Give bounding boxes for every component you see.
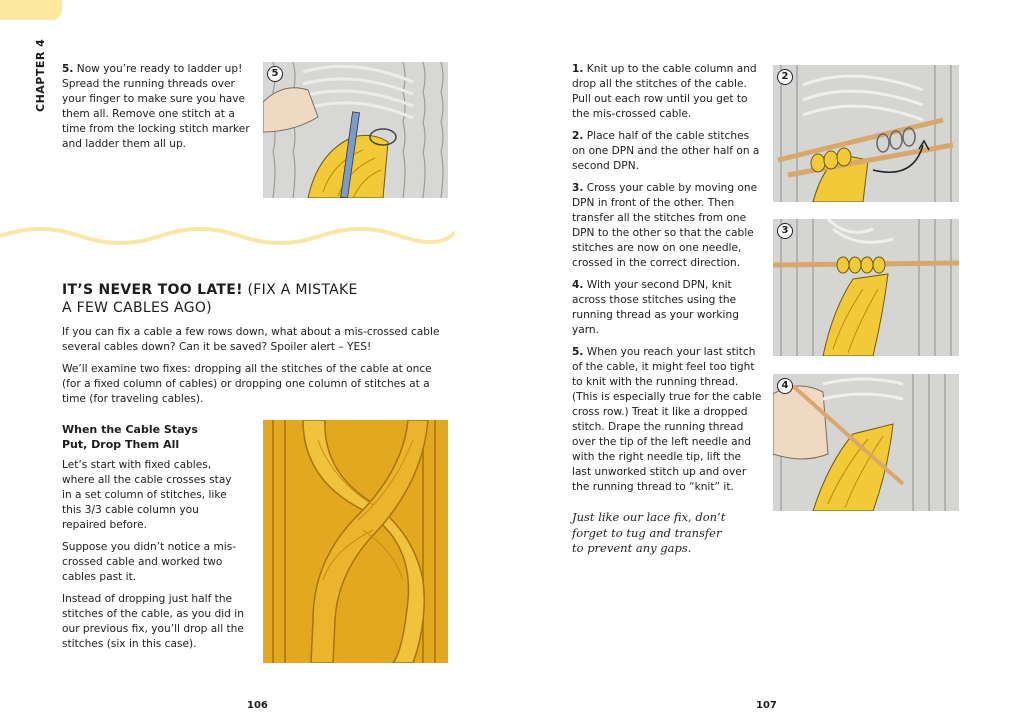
intro-paragraph-1: If you can fix a cable a few rows down, what about a mis-crossed cable several cables down? Can it be saved? Spoiler alert – YES! [62, 326, 440, 353]
right-step-2 [572, 129, 762, 174]
heading-light-2: A FEW CABLES AGO) [62, 300, 212, 316]
body-paragraph-2: Suppose you didn’t notice a mis-crossed cable and worked two cables past it. [62, 541, 237, 583]
body-paragraph-1: Let’s start with fixed cables, where all the cable crosses stay in a set column of stitches, like this 3/3 cable column you repaired before. [62, 459, 232, 531]
right-step-5 [572, 345, 762, 495]
step-number: 3. [572, 182, 584, 194]
illustration-step-4 [773, 374, 959, 511]
step-text: Knit up to the cable column and drop all the stitches of the cable. Pull out each row until you get to the mis-crossed cable. [572, 63, 757, 120]
step-number: 4. [572, 279, 584, 291]
corner-tab [0, 0, 62, 20]
note-line-1: Just like our lace fix, don’t [572, 510, 726, 524]
illustration-step-3 [773, 219, 959, 356]
step-number: 5. [572, 346, 584, 358]
page-number-left: 106 [247, 700, 268, 711]
intro-paragraph-2: We’ll examine two fixes: dropping all the stitches of the cable at once (for a fixed column of cables) or dropping one column of stitches at a time (for traveling cables). [62, 363, 432, 405]
left-step-5 [62, 62, 252, 152]
illustration-step-2 [773, 65, 959, 202]
subheading-line-1: When the Cable Stays [62, 423, 198, 436]
illustration-step-5 [263, 62, 448, 198]
body-paragraph-3: Instead of dropping just half the stitches of the cable, as you did in our previous fix, you’ll drop all the stitches (six in this case). [62, 593, 244, 650]
cable-photo [263, 420, 448, 663]
body-text [62, 458, 244, 659]
section-heading [62, 281, 392, 317]
step-number: 2. [572, 130, 584, 142]
subheading-line-2: Put, Drop Them All [62, 438, 180, 451]
right-steps [572, 62, 762, 502]
step-text: Place half of the cable stitches on one DPN and the other half on a second DPN. [572, 130, 760, 172]
heading-bold: IT’S NEVER TOO LATE! [62, 282, 243, 298]
subheading [62, 422, 247, 452]
handwritten-note [572, 510, 762, 557]
chapter-label-text: CHAPTER 4 [34, 38, 47, 112]
figure-number-badge: 5 [267, 66, 283, 82]
step-number: 1. [572, 63, 584, 75]
heading-light-1: (FIX A MISTAKE [247, 282, 358, 298]
step-text: When you reach your last stitch of the cable, it might feel too tight to knit with the running thread. (This is especially true for the cable cross row.) Treat it like a dropped stitch. Drape the running thread over the tip of the left needle and with the right needle tip, lift the last unworked stitch up and over the running thread to “knit” it. [572, 346, 762, 493]
figure-number-badge: 4 [777, 378, 793, 394]
step-text: With your second DPN, knit across those stitches using the running thread as your working yarn. [572, 279, 739, 336]
step-text: Cross your cable by moving one DPN in front of the other. Then transfer all the stitches from one DPN to the other so that the cable stitches are now on one needle, crossed in the correct direction. [572, 182, 758, 269]
step-text: Now you’re ready to ladder up! Spread the running threads over your finger to make sure you have them all. Remove one stitch at a time from the locking stitch marker and ladder them all up. [62, 63, 250, 150]
right-step-1 [572, 62, 762, 122]
wave-divider [0, 212, 455, 256]
right-step-3 [572, 181, 762, 271]
figure-number-badge: 2 [777, 69, 793, 85]
right-step-4 [572, 278, 762, 338]
intro-text [62, 325, 447, 414]
page-number-right: 107 [756, 700, 777, 711]
step-number: 5. [62, 63, 74, 75]
note-line-3: to prevent any gaps. [572, 541, 692, 555]
figure-number-badge: 3 [777, 223, 793, 239]
note-line-2: forget to tug and transfer [572, 525, 722, 540]
chapter-label [14, 38, 47, 120]
